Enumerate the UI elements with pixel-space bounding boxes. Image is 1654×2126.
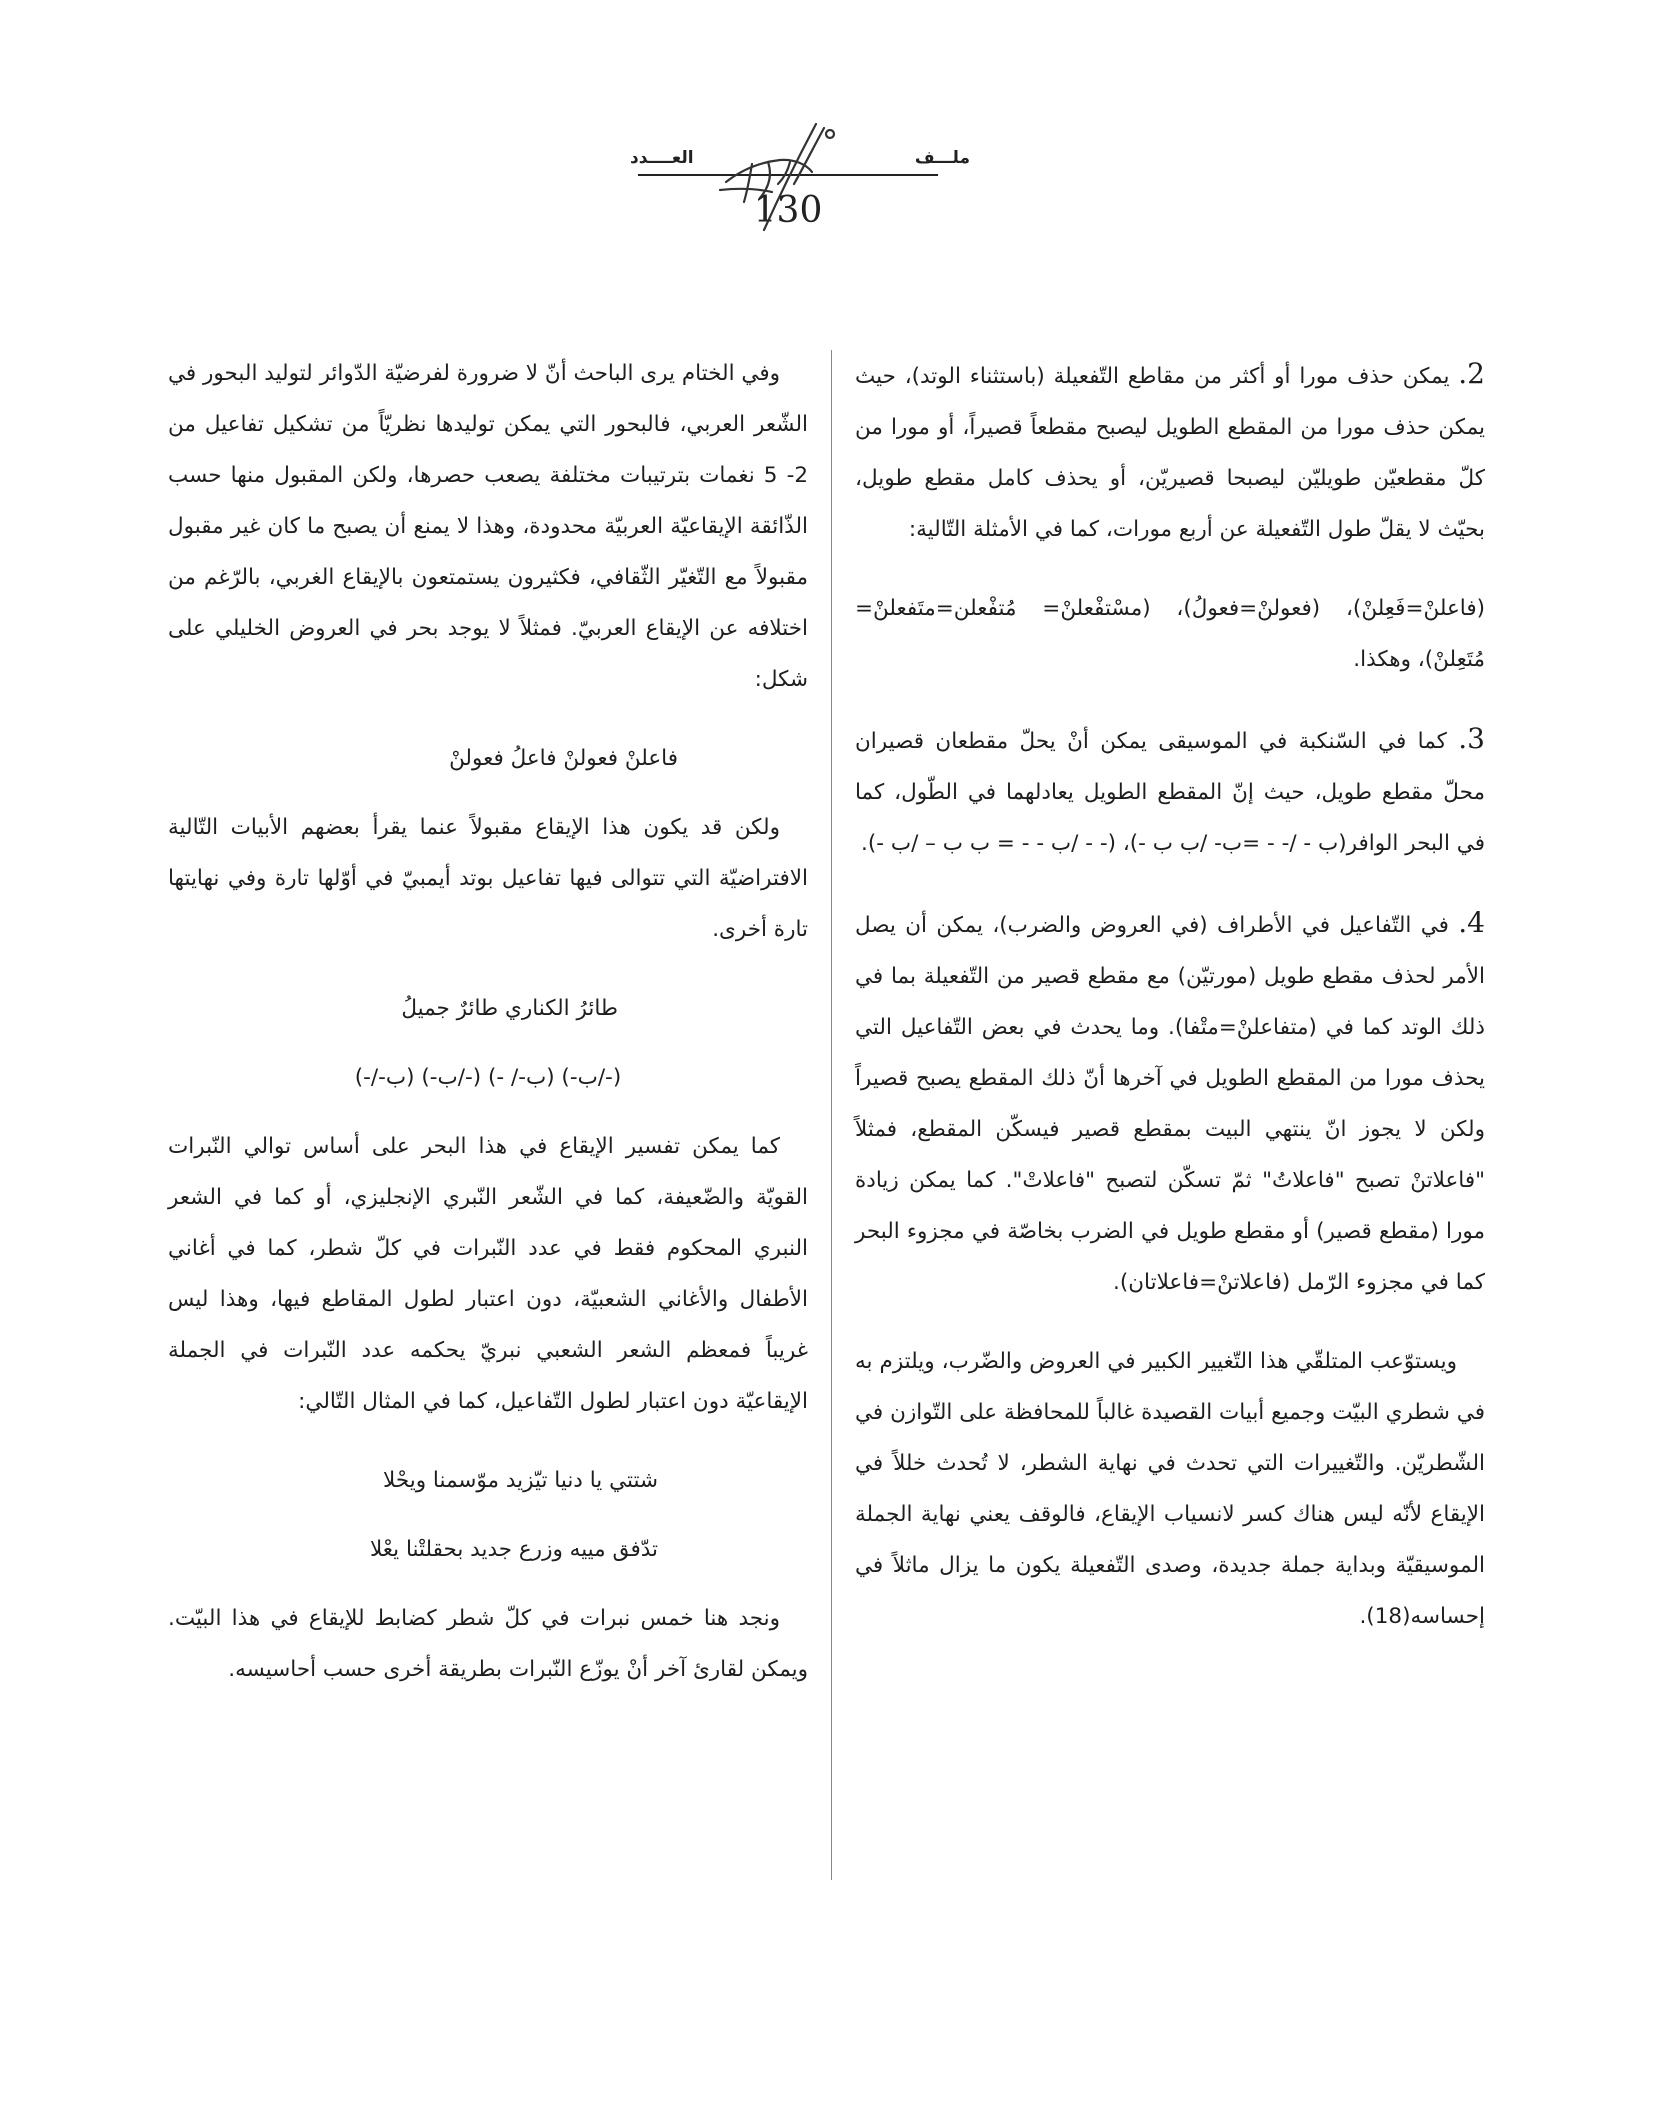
paragraph: ويستوّعب المتلقّي هذا التّغيير الكبير في العروض والضّرب، ويلتزم به في شطري البيّت وجميع أبيات القصيدة غالباً للمحافظة على التّوازن في الشّطريّن. والتّغييرات التي تحدث في نهاية الشطر، لا تُحدث خللاً في الإيقاع لأنّه ليس هناك كسر لانسياب الإيقاع، فالوقف يعني نهاية الجملة الموسيقيّة وبداية جملة جديدة، وصدى التّفعيلة يكون ما يزال ماثلاً في إحساسه(18). — [855, 1349, 1485, 1629]
paragraph: ونجد هنا خمس نبرات في كلّ شطر كضابط للإيقاع في هذا البيّت. ويمكن لقارئ آخر أنْ يوزّع النّبرات بطريقة أخرى حسب أحاسيسه. — [168, 1606, 808, 1682]
section-label: ملـــف — [914, 148, 970, 168]
item-number: 2. — [1458, 357, 1485, 390]
paragraph: وفي الختام يرى الباحث أنّ لا ضرورة لفرضيّة الدّوائر لتوليد البحور في الشّعر العربي، فالبحور التي يمكن توليدها نظريّاً من تشكيل تفاعيل من 2- 5 نغمات بترتيبات مختلفة يصعب حصرها، ولكن المقبول منها حسب الذّائقة الإيقاعيّة العربيّة محدودة، وهذا لا يمنع أن يصبح ما كان غير مقبول مقبولاً مع التّغيّر الثّقافي، فكثيرون يستمتعون بالإيقاع الغربي، بالرّغم من اختلافه عن الإيقاع العربيّ. فمثلاً لا يوجد بحر في العروض الخليلي على شكل: — [168, 361, 809, 692]
left-column — [168, 348, 808, 1713]
paragraph-text: يمكن حذف مورا أو أكثر من مقاطع التّفعيلة (باستثناء الوتد)، حيث يمكن حذف مورا من المقطع الطويل ليصبح مقطعاً قصيراً، أو مورا من كلّ مقطعيّن طويليّن ليصبحا قصيريّن، أو يحذف كامل مقطع طويل، بحيّث لا يقلّ طول التّفعيلة عن أربع مورات، كما في الأمثلة التّالية: — [855, 364, 1485, 542]
page-header — [560, 118, 1020, 238]
paragraph: ولكن قد يكون هذا الإيقاع مقبولاً عنما يقرأ بعضهم الأبيات التّالية الافتراضيّة التي تتوالى فيها تفاعيل بوتد أيمبيّ في أوّلها تارة وفي نهايتها تارة أخرى. — [168, 815, 808, 942]
list-item-2 — [855, 348, 1485, 555]
paragraph: كما يمكن تفسير الإيقاع في هذا البحر على أساس توالي النّبرات القويّة والضّعيفة، كما في الشّعر النّبري الإنجليزي، أو كما في الشعر النبري المحكوم فقط في عدد النّبرات في كلّ شطر، كما في أغاني الأطفال والأغاني الشعبيّة، دون اعتبار لطول المقاطع فيها، وهذا ليس غريباً فمعظم الشعر الشعبي نبريّ يحكمه عدد النّبرات في الجملة الإيقاعيّة دون اعتبار لطول التّفاعيل، كما في المثال التّالي: — [168, 1134, 808, 1414]
list-item-4 — [855, 897, 1485, 1308]
verse-line: شتتي يا دنيا تيّزيد موّسمنا ويحْلا — [383, 1468, 658, 1493]
column-divider — [831, 350, 832, 1880]
meter-pattern: (-/ب-) (ب-/ -) (-/ب-) (ب-/-) — [354, 1065, 622, 1090]
item-number: 3. — [1458, 722, 1485, 755]
item-number: 4. — [1458, 906, 1485, 939]
issue-label: العــــدد — [630, 148, 694, 168]
examples-line: (فاعلنْ=فَعِلنْ)، (فعولنْ=فعولُ)، (مسْتفْعلنْ= مُتفْعلن=متَفعلنْ= مُتَعِلنْ)، وهكذا. — [855, 596, 1485, 672]
verse-line: طائرُ الكناري طائرٌ جميلُ — [401, 996, 618, 1021]
list-item-3 — [855, 713, 1485, 869]
paragraph-text: في التّفاعيل في الأطراف (في العروض والضرب)، يمكن أن يصل الأمر لحذف مقطع طويل (مورتيّن) مع مقطع قصير من التّفعيلة بما في ذلك الوتد كما في (متفاعلنْ=متْفا). وما يحدث في بعض التّفاعيل التي يحذف مورا من المقطع الطويل في آخرها أنّ ذلك المقطع يصبح قصيراً ولكن لا يجوز انّ ينتهي البيت بمقطع قصير فيسكّن المقطع، فمثلاً "فاعلاتنْ تصبح "فاعلاتُ" ثمّ تسكّن لتصبح "فاعلاتْ". كما يمكن زيادة مورا (مقطع قصير) أو مقطع طويل في الضرب بخاصّة في مجزوء البحر كما في مجزوء الرّمل (فاعلاتنْ=فاعلاتان). — [855, 913, 1485, 1295]
right-column — [855, 348, 1485, 1660]
paragraph-text: كما في السّنكبة في الموسيقى يمكن أنْ يحلّ مقطعان قصيران محلّ مقطع طويل، حيث إنّ المقطع الطويل يعادلهما في الطّول، كما في البحر الوافر(ب - /- - =ب- /ب ب -)، (- - /ب - - = ب ب – /ب -). — [855, 729, 1485, 856]
page-number: 130 — [753, 190, 823, 231]
verse-line: تدّفق مييه وزرع جديد بحقلتْنا يعْلا — [369, 1537, 658, 1562]
meter-pattern: فاعلنْ فعولنْ فاعلُ فعولنْ — [449, 746, 678, 771]
